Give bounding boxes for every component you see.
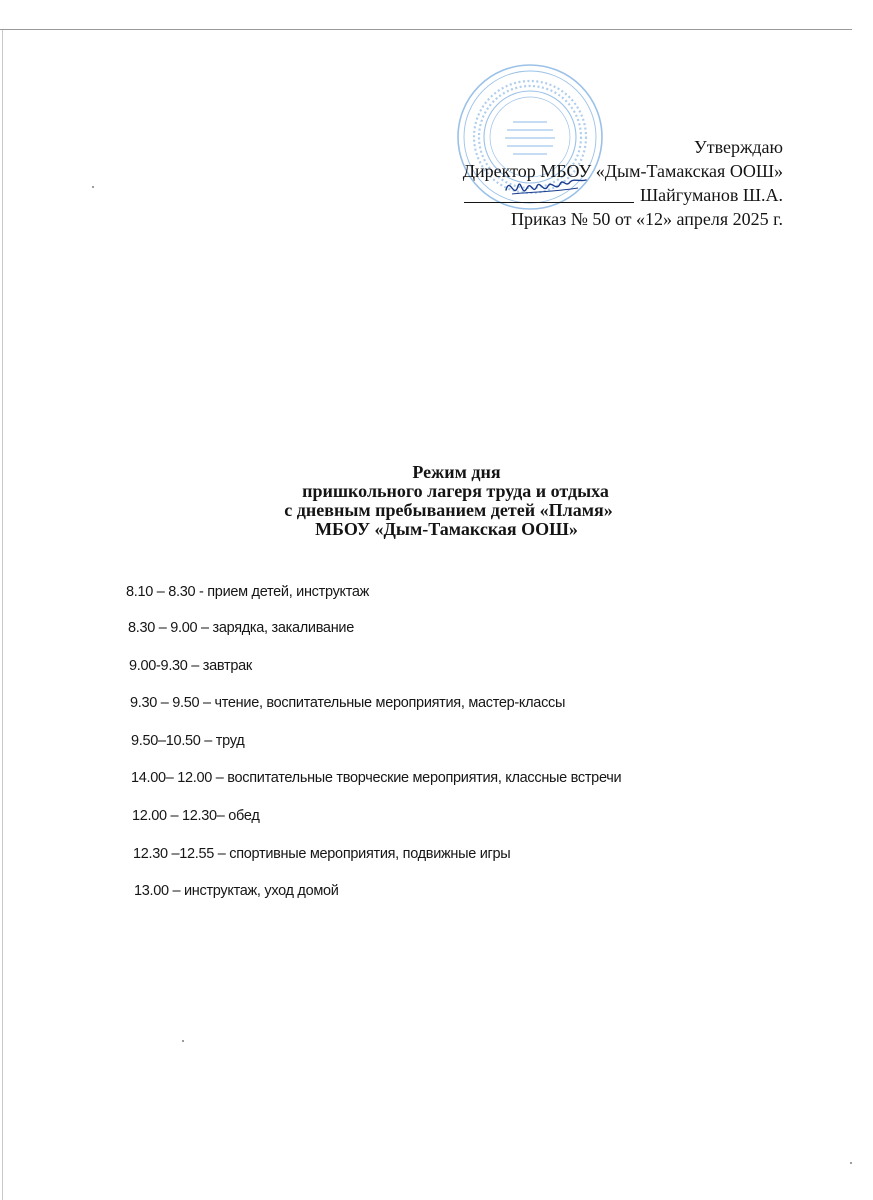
schedule-item: 12.30 –12.55 – спортивные мероприятия, подвижные игры [133,846,511,862]
order-reference: Приказ № 50 от «12» апреля 2025 г. [511,209,783,229]
schedule-item: 14.00– 12.00 – воспитательные творческие мероприятия, классные встречи [131,770,622,786]
approval-title: Утверждаю [693,137,783,157]
scan-border-line [0,29,852,30]
schedule-item: 9.30 – 9.50 – чтение, воспитательные мероприятия, мастер-классы [130,695,566,711]
schedule-item: 9.00-9.30 – завтрак [129,658,252,674]
schedule-list [0,576,873,936]
title-line-2: пришкольного лагеря труда и отдыха [302,481,609,501]
scan-speck [182,1040,184,1042]
schedule-item: 12.00 – 12.30– обед [132,808,260,824]
signature-row [463,183,783,207]
schedule-item: 13.00 – инструктаж, уход домой [134,883,339,899]
schedule-item: 8.30 – 9.00 – зарядка, закаливание [128,620,354,636]
schedule-item: 8.10 – 8.30 - прием детей, инструктаж [126,584,370,600]
approval-block [463,135,783,231]
director-position: Директор МБОУ «Дым-Тамакская ООШ» [462,161,783,181]
director-name: Шайгуманов Ш.А. [640,185,783,205]
title-line-1: Режим дня [412,462,501,482]
scan-speck [92,186,94,188]
title-line-3: с дневным пребыванием детей «Пламя» [284,500,613,520]
signature-line [464,184,634,203]
schedule-item: 9.50–10.50 – труд [131,733,245,749]
scan-speck [850,1162,852,1164]
title-line-4: МБОУ «Дым-Тамакская ООШ» [315,519,578,539]
page-title [0,463,873,539]
